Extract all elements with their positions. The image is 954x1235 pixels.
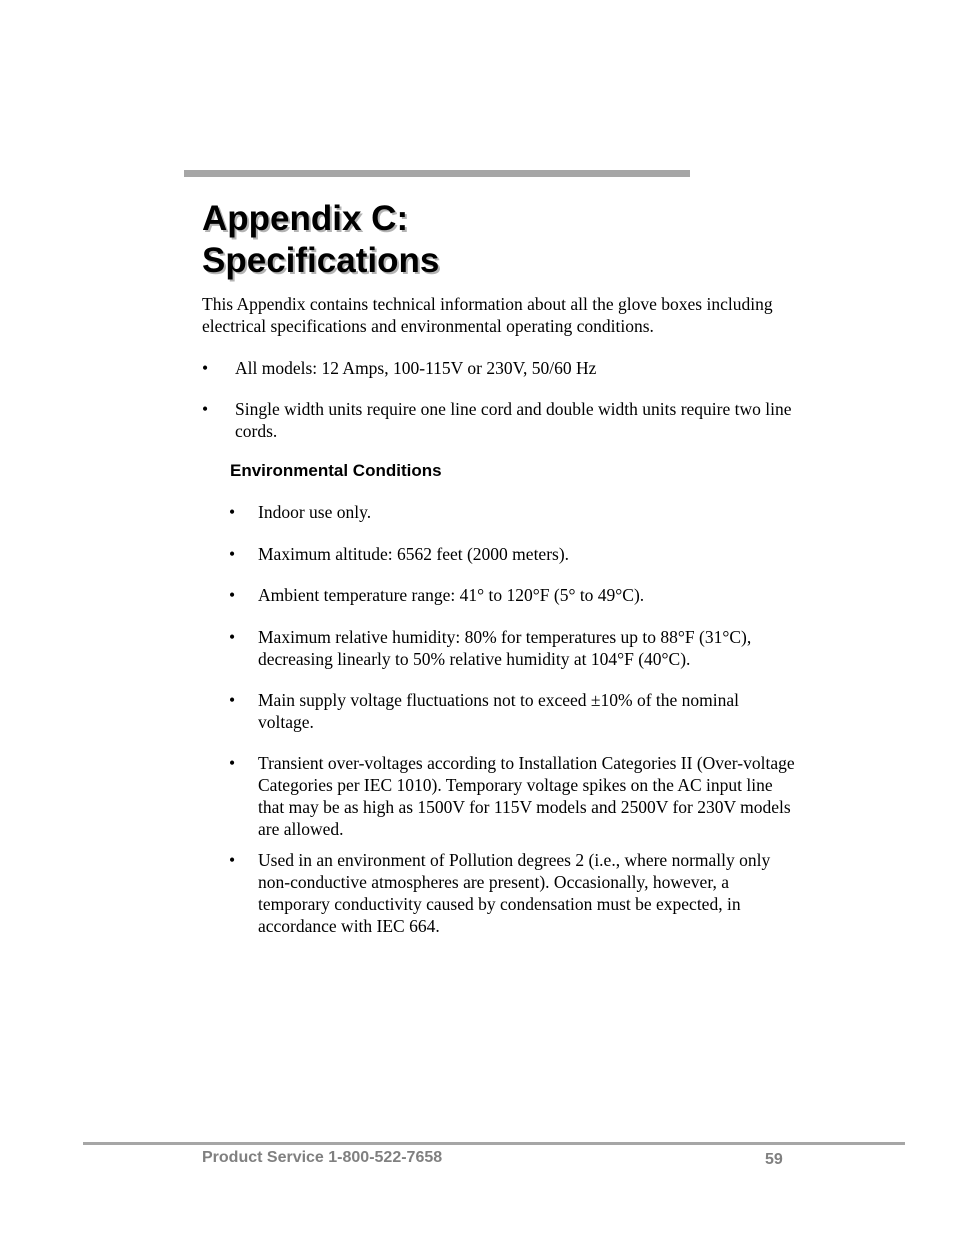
page-title <box>202 198 439 282</box>
bullet-icon: • <box>229 585 236 605</box>
bullet-icon: • <box>202 358 209 378</box>
bullet-icon: • <box>229 627 236 647</box>
bullet-icon: • <box>229 544 236 564</box>
list-item-text: Single width units require one line cord and double width units require two line cords. <box>235 399 792 441</box>
section-heading: Environmental Conditions <box>230 461 442 480</box>
page-number: 59 <box>765 1151 783 1168</box>
bullet-icon: • <box>229 690 236 710</box>
bullet-icon: • <box>229 753 236 773</box>
page-title-line-2: Specifications <box>202 241 440 280</box>
list-item-text: Maximum altitude: 6562 feet (2000 meters). <box>258 544 570 564</box>
list-item-text: Maximum relative humidity: 80% for temperatures up to 88°F (31°C), decreasing linearly to 50% relative humidity at 104°F (40°C). <box>258 627 752 669</box>
list-item-text: Used in an environment of Pollution degrees 2 (i.e., where normally only non-conductive atmospheres are present). Occasionally, however, a temporary conductivity caused by condensation must be expected, in accordance with IEC 664. <box>258 850 771 936</box>
list-item-text: Indoor use only. <box>258 502 372 522</box>
bullet-icon: • <box>229 502 236 522</box>
list-item-text: Main supply voltage fluctuations not to exceed ±10% of the nominal voltage. <box>258 690 740 732</box>
page-title-line-1: Appendix C: <box>202 199 409 238</box>
footer-service-phone: Product Service 1-800-522-7658 <box>202 1149 443 1166</box>
list-item-text: Transient over-voltages according to Installation Categories II (Over-voltage Categories per IEC 1010). Temporary voltage spikes on the AC input line that may be as high as 1500V for 115V models and 2500V for 230V models are allowed. <box>258 753 795 839</box>
list-item-text: All models: 12 Amps, 100-115V or 230V, 50/60 Hz <box>235 358 597 378</box>
header-rule <box>184 170 690 177</box>
footer-rule <box>83 1142 905 1145</box>
list-item-text: Ambient temperature range: 41° to 120°F (5° to 49°C). <box>258 585 645 605</box>
bullet-icon: • <box>202 399 209 419</box>
bullet-icon: • <box>229 850 236 870</box>
intro-paragraph: This Appendix contains technical information about all the glove boxes including electrical specifications and environmental operating conditions. <box>202 294 773 336</box>
